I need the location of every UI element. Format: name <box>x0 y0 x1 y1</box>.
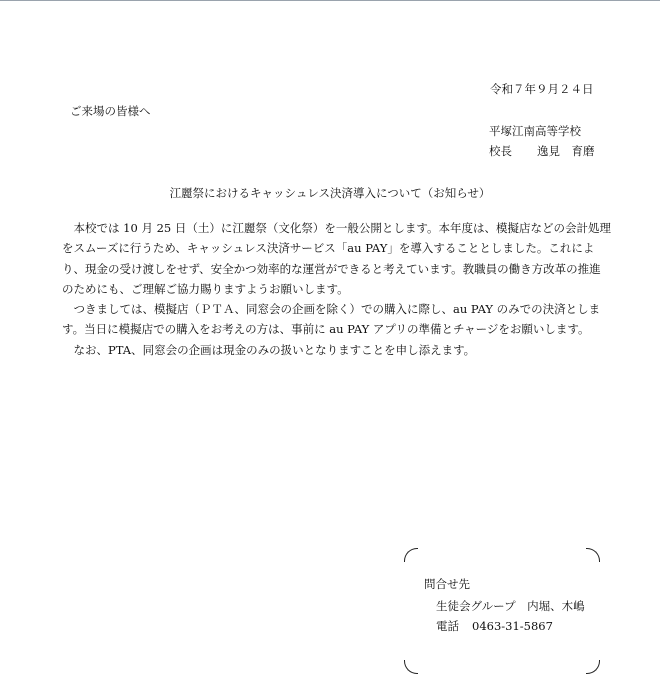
bracket-corner <box>586 548 600 562</box>
body-line: 本校では 10 月 25 日（土）に江麗祭（文化祭）を一般公開とします。本年度は、模擬店などの会計処理 <box>62 221 611 235</box>
document-date: 令和７年９月２４日 <box>490 82 594 96</box>
bracket-corner <box>404 548 418 562</box>
phone-label: 電話 <box>436 619 459 633</box>
addressee: ご来場の皆様へ <box>70 104 151 118</box>
body-line: り、現金の受け渡しをせず、安全かつ効率的な運営ができると考えています。教職員の働き方改革の推進 <box>62 261 601 276</box>
body-line: をスムーズに行うため、キャッシュレス決済サービス「au PAY」を導入することとしました。これによ <box>62 241 595 256</box>
phone-number: 0463-31-5867 <box>472 619 553 633</box>
contact-group: 生徒会グループ 内堀、木嶋 <box>436 599 585 613</box>
body-line: なお、PTA、同窓会の企画は現金のみの扱いとなりますことを申し添えます。 <box>62 342 476 357</box>
principal-title: 校長 <box>489 144 512 158</box>
principal-name: 逸見 育磨 <box>537 144 595 158</box>
contact-heading: 問合せ先 <box>424 577 470 591</box>
principal-signature <box>489 144 595 158</box>
body-line: す。当日に模擬店での購入をお考えの方は、事前に au PAY アプリの準備とチャージをお願いします。 <box>62 322 590 337</box>
school-name: 平塚江南高等学校 <box>489 124 581 138</box>
body-line: つきましては、模擬店（ＰＴＡ、同窓会の企画を除く）での購入に際し、au PAY のみでの決済としま <box>62 302 601 317</box>
document-body <box>62 218 611 360</box>
document-title: 江麗祭におけるキャッシュレス決済導入について（お知らせ） <box>169 186 491 200</box>
bracket-corner <box>404 660 418 674</box>
contact-box <box>404 548 600 674</box>
contact-phone <box>436 618 553 634</box>
top-border <box>0 0 660 1</box>
body-line: のためにも、ご理解ご協力賜りますようお願いします。 <box>62 281 349 296</box>
bracket-corner <box>586 660 600 674</box>
